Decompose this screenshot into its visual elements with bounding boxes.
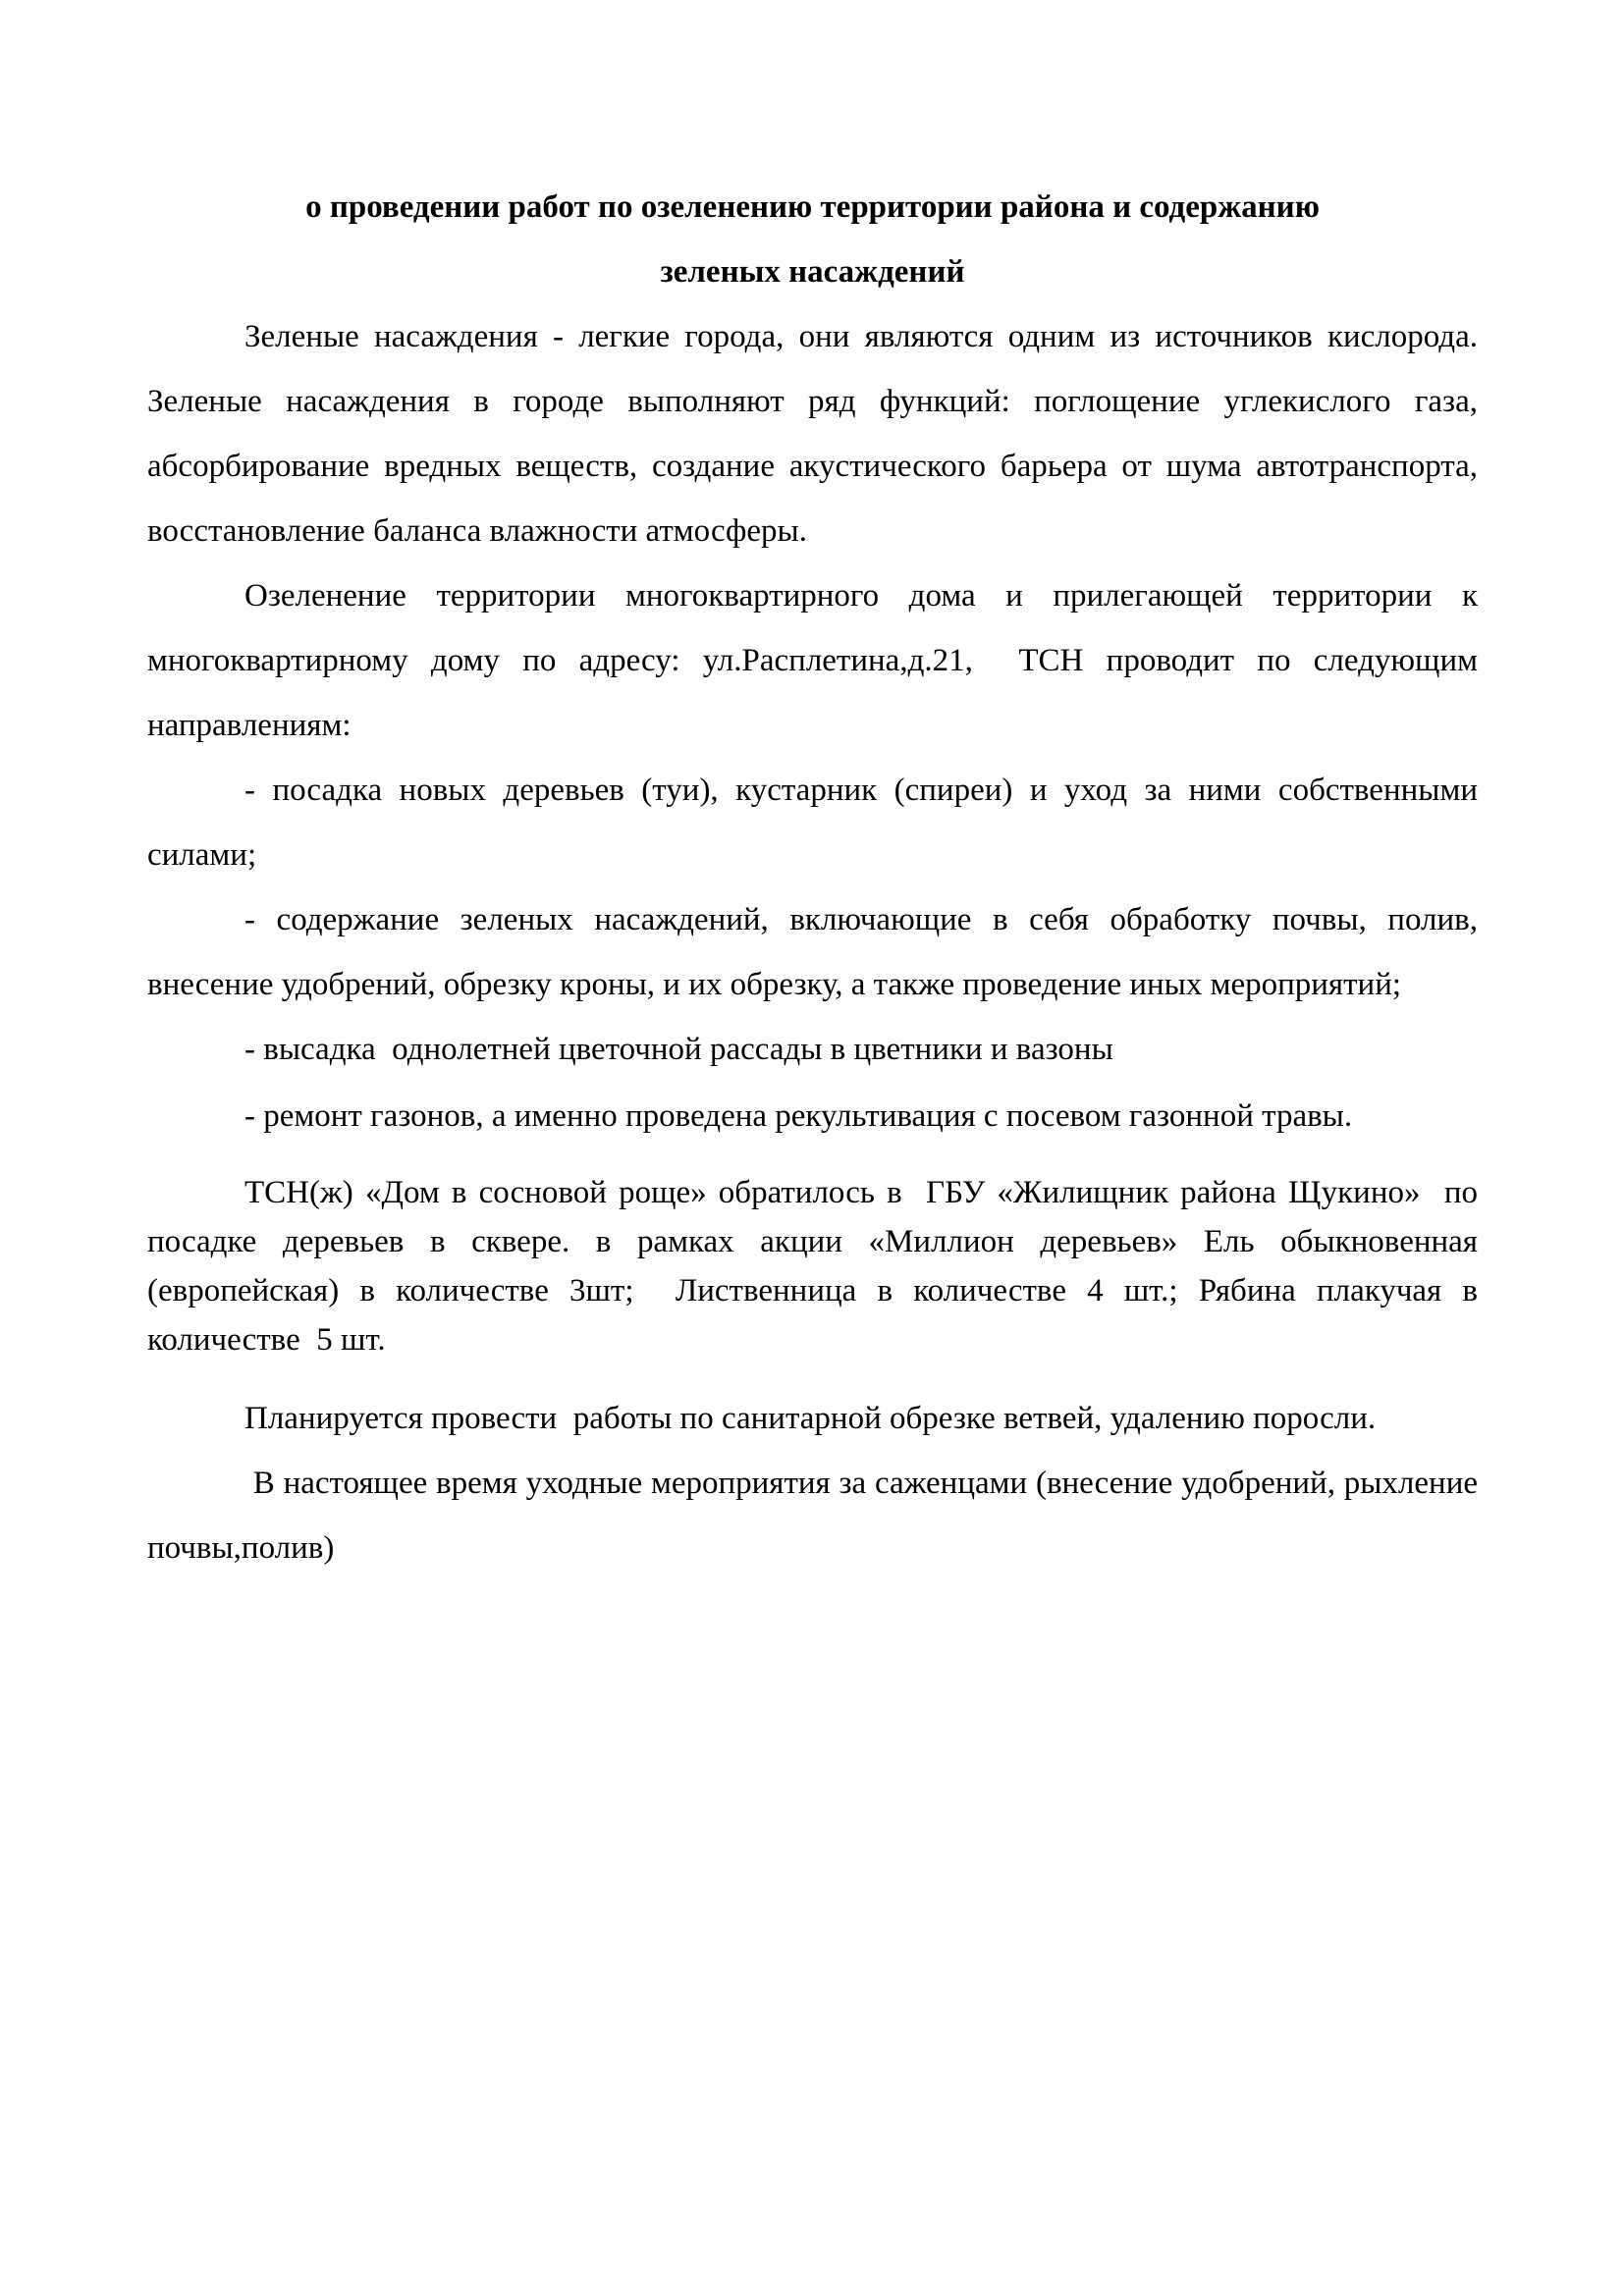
- document-title-line-2: зеленых насаждений: [660, 254, 965, 290]
- document-title-line-1: о проведении работ по озеленению территории района и содержанию: [305, 189, 1320, 225]
- bullet-tree-planting: - посадка новых деревьев (туи), кустарник (спиреи) и уход за ними собственными силами;: [147, 773, 1487, 873]
- paragraph-planned-works: Планируется провести работы по санитарной обрезке ветвей, удалению поросли.: [244, 1401, 1377, 1436]
- bullet-flower-planting: - высадка однолетней цветочной рассады в цветники и вазоны: [244, 1032, 1113, 1067]
- paragraph-current-care: В настоящее время уходные мероприятия за саженцами (внесение удобрений, рыхление почвы,полив): [147, 1466, 1487, 1566]
- paragraph-tsn-request: ТСН(ж) «Дом в сосновой роще» обратилось в ГБУ «Жилищник района Щукино» по посадке деревьев в сквере. в рамках акции «Миллион деревьев» Ель обыкновенная (европейская) в количестве 3шт; Лиственница в количестве 4 шт.; Рябина плакучая в количестве 5 шт.: [147, 1175, 1494, 1358]
- paragraph-greenery-intro: Зеленые насаждения - легкие города, они являются одним из источников кислорода. Зеленые насаждения в городе выполняют ряд функций: поглощение углекислого газа, абсорбирование вредных веществ, создание акустического барьера от шума автотранспорта, восстановление баланса влажности атмосферы.: [147, 319, 1487, 549]
- bullet-lawn-repair: - ремонт газонов, а именно проведена рекультивация с посевом газонной травы.: [244, 1098, 1353, 1134]
- paragraph-address-directions: Озеленение территории многоквартирного дома и прилегающей территории к многоквартирному дому по адресу: ул.Расплетина,д.21, ТСН проводит по следующим направлениям:: [147, 578, 1487, 743]
- bullet-greenery-maintenance: - содержание зеленых насаждений, включающие в себя обработку почвы, полив, внесение удобрений, обрезку кроны, и их обрезку, а также проведение иных мероприятий;: [147, 902, 1487, 1002]
